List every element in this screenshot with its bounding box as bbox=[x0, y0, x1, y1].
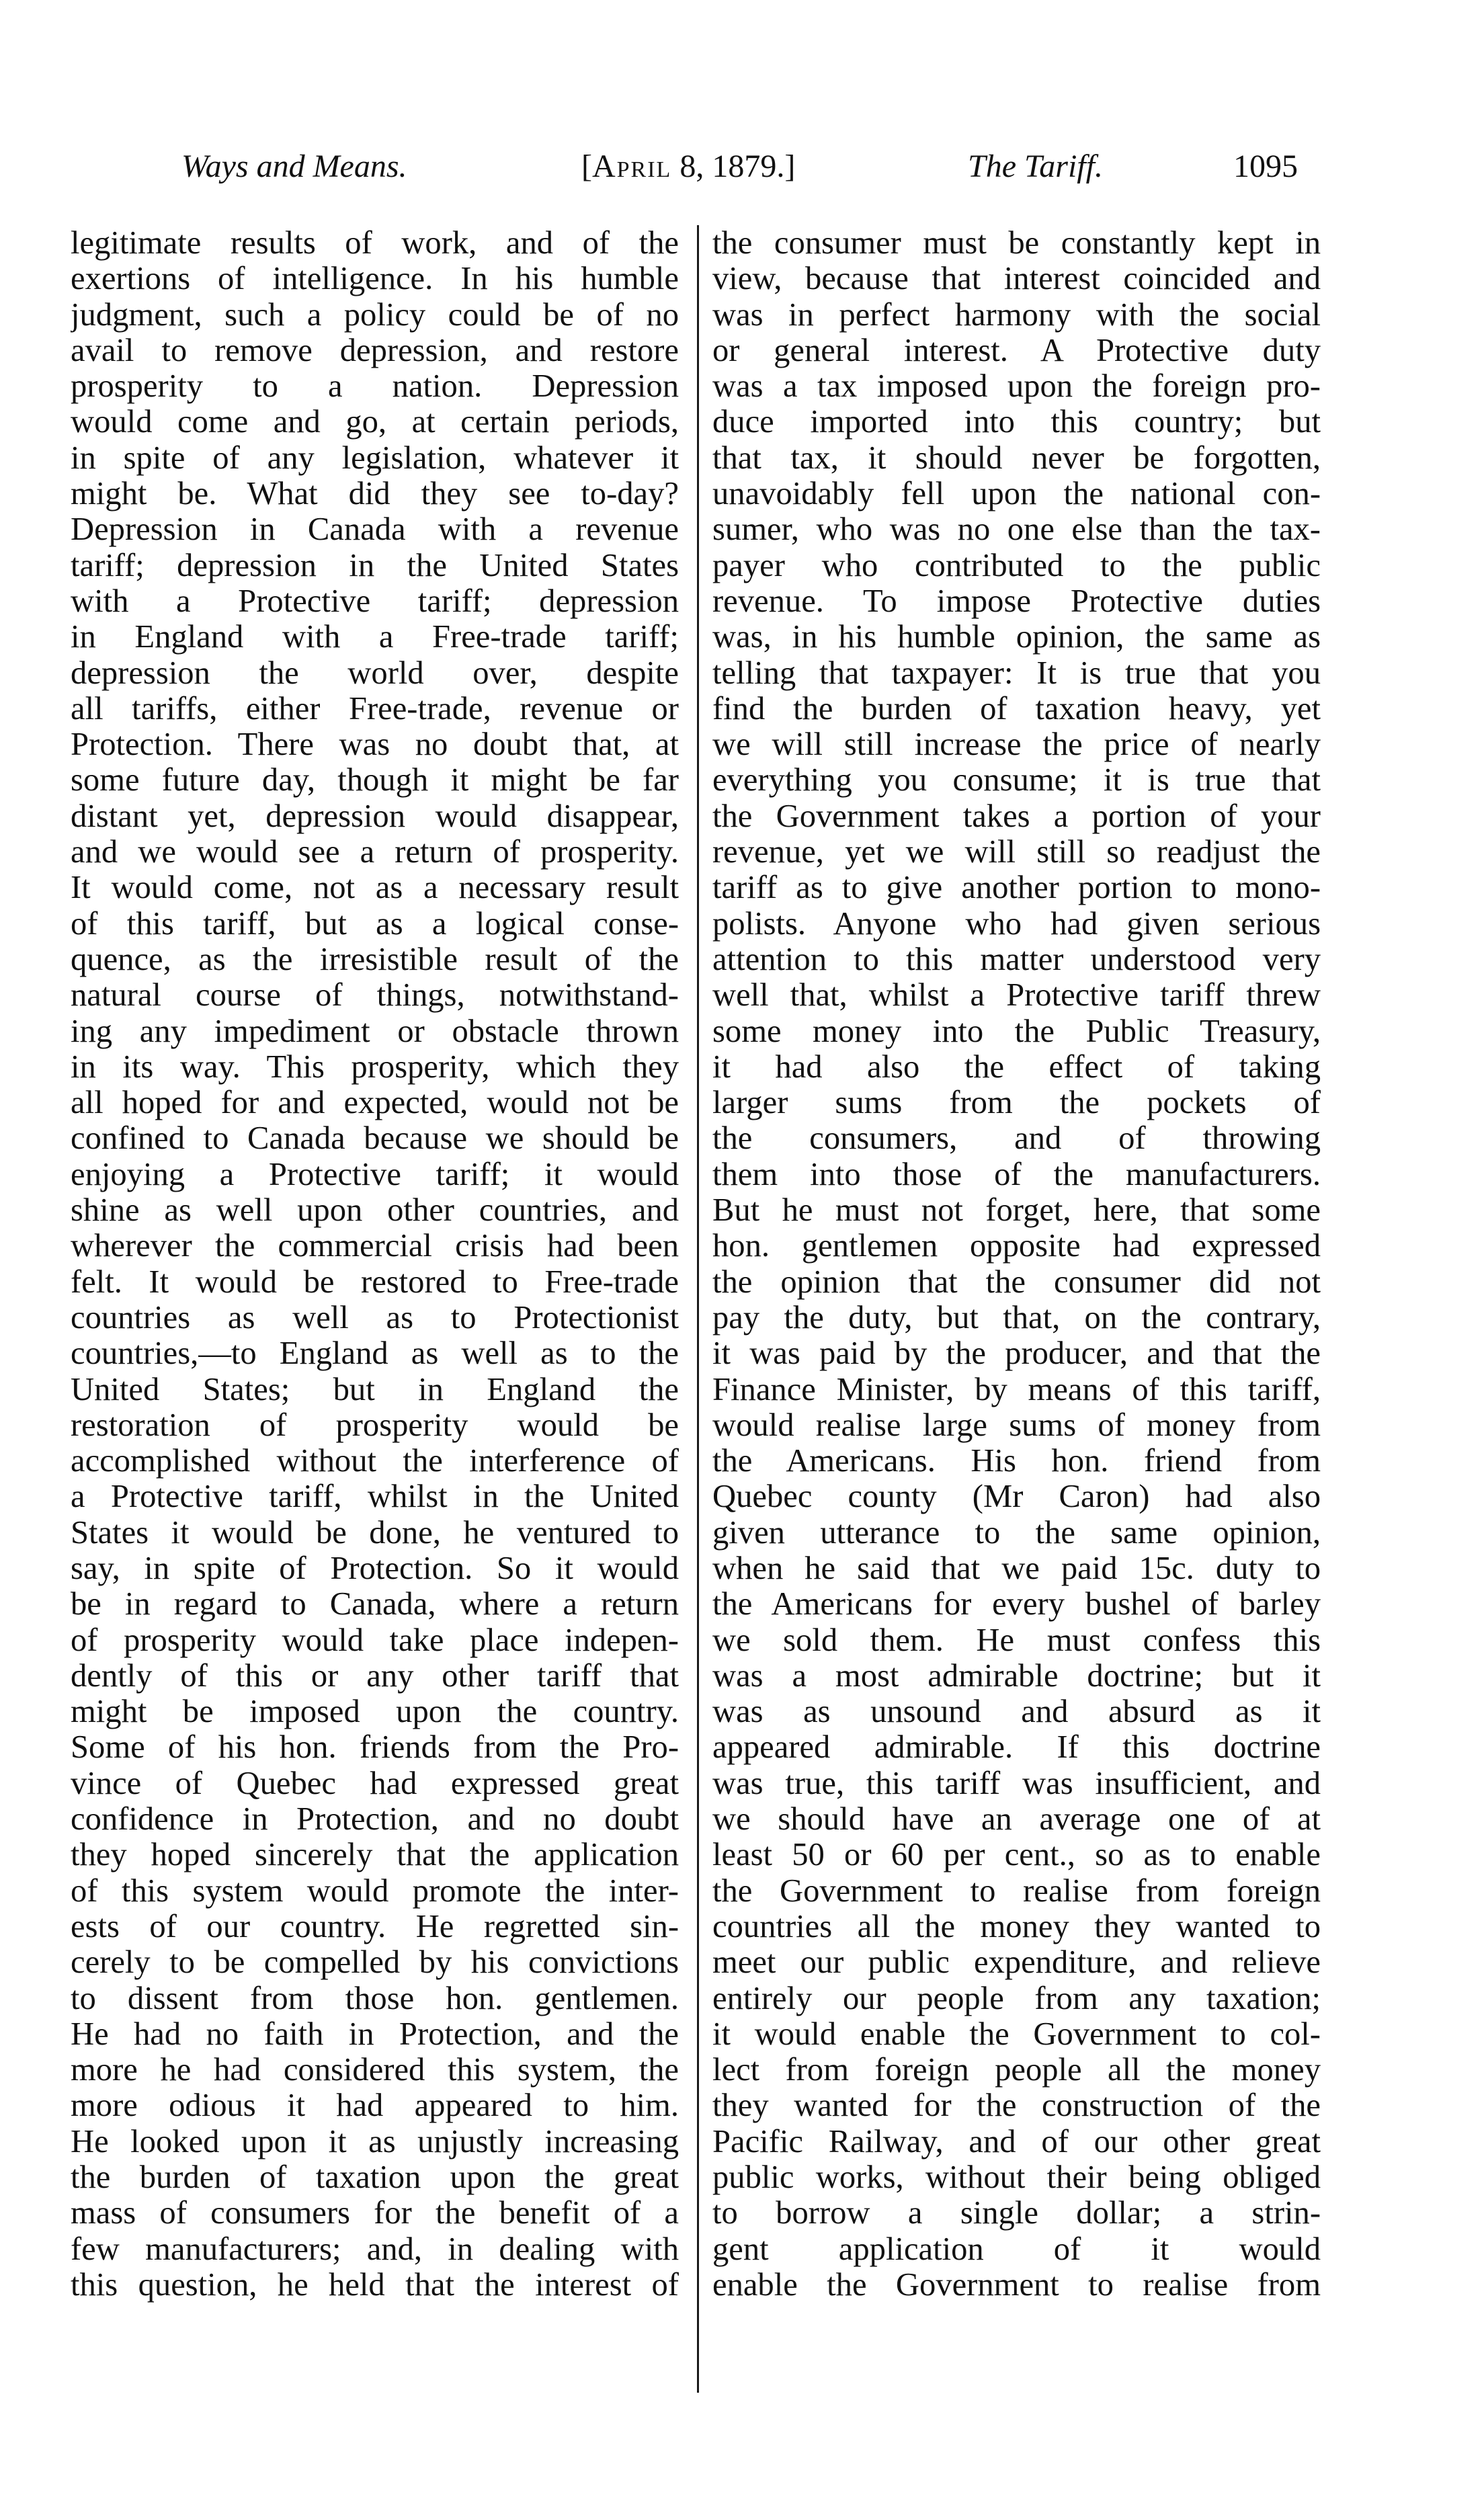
text-line: ests of our country. He regretted sin- bbox=[71, 1908, 679, 1944]
text-line: was as unsound and absurd as it bbox=[712, 1694, 1321, 1730]
text-line: would come and go, at certain periods, bbox=[71, 404, 679, 440]
text-line: avail to remove depression, and restore bbox=[71, 332, 679, 368]
text-line: the Government takes a portion of your bbox=[712, 798, 1321, 834]
text-line: vince of Quebec had expressed great bbox=[71, 1765, 679, 1801]
text-line: or general interest. A Protective duty bbox=[712, 332, 1321, 368]
page bbox=[71, 134, 1321, 2303]
text-line: in England with a Free-trade tariff; bbox=[71, 619, 679, 655]
text-line: exertions of intelligence. In his humble bbox=[71, 261, 679, 297]
text-line: to dissent from those hon. gentlemen. bbox=[71, 1980, 679, 2016]
text-line: quence, as the irresistible result of the bbox=[71, 941, 679, 977]
text-line: more odious it had appeared to him. bbox=[71, 2088, 679, 2124]
text-line: ing any impediment or obstacle thrown bbox=[71, 1013, 679, 1049]
text-line: it was paid by the producer, and that the bbox=[712, 1335, 1321, 1372]
text-line: countries,—to England as well as to the bbox=[71, 1335, 679, 1372]
text-line: wherever the commercial crisis had been bbox=[71, 1228, 679, 1264]
text-line: was a tax imposed upon the foreign pro- bbox=[712, 368, 1321, 405]
text-line: restoration of prosperity would be bbox=[71, 1407, 679, 1443]
text-line: the Americans. His hon. friend from bbox=[712, 1443, 1321, 1479]
text-line: mass of consumers for the benefit of a bbox=[71, 2195, 679, 2231]
text-line: felt. It would be restored to Free-trade bbox=[71, 1264, 679, 1300]
text-line: of this tariff, but as a logical conse- bbox=[71, 905, 679, 942]
text-line: with a Protective tariff; depression bbox=[71, 583, 679, 619]
date-bracket-open: [ bbox=[581, 149, 592, 184]
text-line: countries all the money they wanted to bbox=[712, 1908, 1321, 1944]
text-line: the burden of taxation upon the great bbox=[71, 2159, 679, 2196]
text-line: public works, without their being obliged bbox=[712, 2159, 1321, 2196]
text-line: cerely to be compelled by his convictions bbox=[71, 1944, 679, 1981]
text-line: we should have an average one of at bbox=[712, 1801, 1321, 1838]
text-line: natural course of things, notwithstand- bbox=[71, 977, 679, 1014]
text-line: the consumer must be constantly kept in bbox=[712, 225, 1321, 261]
text-line: say, in spite of Protection. So it would bbox=[71, 1550, 679, 1586]
text-line: they wanted for the construction of the bbox=[712, 2088, 1321, 2124]
text-line: Quebec county (Mr Caron) had also bbox=[712, 1479, 1321, 1515]
text-line: might be imposed upon the country. bbox=[71, 1694, 679, 1730]
column-divider bbox=[697, 225, 699, 2393]
text-line: all tariffs, either Free-trade, revenue or bbox=[71, 690, 679, 727]
text-line: they hoped sincerely that the application bbox=[71, 1837, 679, 1873]
section-title: Ways and Means. bbox=[181, 149, 407, 184]
text-line: given utterance to the same opinion, bbox=[712, 1514, 1321, 1551]
text-line: all hoped for and expected, would not be bbox=[71, 1085, 679, 1121]
text-line: But he must not forget, here, that some bbox=[712, 1192, 1321, 1229]
text-line: Depression in Canada with a revenue bbox=[71, 511, 679, 548]
text-line: enable the Government to realise from bbox=[712, 2266, 1321, 2303]
topic-title: The Tariff. bbox=[968, 149, 1103, 184]
text-line: it would enable the Government to col- bbox=[712, 2016, 1321, 2052]
text-line: Finance Minister, by means of this tariff, bbox=[712, 1371, 1321, 1407]
text-line: of prosperity would take place indepen- bbox=[71, 1622, 679, 1658]
text-line: judgment, such a policy could be of no bbox=[71, 296, 679, 333]
text-line: Protection. There was no doubt that, at bbox=[71, 727, 679, 763]
text-line: revenue, yet we will still so readjust the bbox=[712, 834, 1321, 870]
text-line: few manufacturers; and, in dealing with bbox=[71, 2231, 679, 2267]
text-line: some future day, though it might be far bbox=[71, 762, 679, 798]
text-line: enjoying a Protective tariff; it would bbox=[71, 1156, 679, 1192]
left-column bbox=[71, 225, 679, 2303]
text-line: we will still increase the price of nearly bbox=[712, 727, 1321, 763]
text-line: this question, he held that the interest of bbox=[71, 2266, 679, 2303]
text-line: United States; but in England the bbox=[71, 1371, 679, 1407]
text-line: well that, whilst a Protective tariff threw bbox=[712, 977, 1321, 1014]
text-line: be in regard to Canada, where a return bbox=[71, 1586, 679, 1622]
text-line: might be. What did they see to-day? bbox=[71, 476, 679, 512]
text-line: countries as well as to Protectionist bbox=[71, 1299, 679, 1335]
text-line: more he had considered this system, the bbox=[71, 2052, 679, 2088]
text-line: we sold them. He must confess this bbox=[712, 1622, 1321, 1658]
session-date bbox=[581, 148, 795, 185]
text-line: duce imported into this country; but bbox=[712, 404, 1321, 440]
text-line: Some of his hon. friends from the Pro- bbox=[71, 1729, 679, 1766]
text-line: attention to this matter understood very bbox=[712, 941, 1321, 977]
text-line: to borrow a single dollar; a strin- bbox=[712, 2195, 1321, 2231]
text-line: confined to Canada because we should be bbox=[71, 1120, 679, 1157]
text-line: find the burden of taxation heavy, yet bbox=[712, 690, 1321, 727]
text-line: and we would see a return of prosperity. bbox=[71, 834, 679, 870]
text-line: least 50 or 60 per cent., so as to enable bbox=[712, 1837, 1321, 1873]
date-month: April bbox=[591, 149, 672, 184]
text-line: accomplished without the interference of bbox=[71, 1443, 679, 1479]
text-line: entirely our people from any taxation; bbox=[712, 1980, 1321, 2016]
text-line: Pacific Railway, and of our other great bbox=[712, 2123, 1321, 2159]
text-line: larger sums from the pockets of bbox=[712, 1085, 1321, 1121]
text-line: tariff; depression in the United States bbox=[71, 547, 679, 583]
text-line: was in perfect harmony with the social bbox=[712, 296, 1321, 333]
text-line: some money into the Public Treasury, bbox=[712, 1013, 1321, 1049]
text-line: lect from foreign people all the money bbox=[712, 2052, 1321, 2088]
text-line: of this system would promote the inter- bbox=[71, 1872, 679, 1909]
text-line: dently of this or any other tariff that bbox=[71, 1657, 679, 1694]
text-line: was a most admirable doctrine; but it bbox=[712, 1657, 1321, 1694]
text-line: was true, this tariff was insufficient, and bbox=[712, 1765, 1321, 1801]
text-line: sumer, who was no one else than the tax- bbox=[712, 511, 1321, 548]
text-line: the Government to realise from foreign bbox=[712, 1872, 1321, 1909]
date-rest: 8, 1879.] bbox=[671, 149, 796, 184]
text-line: the Americans for every bushel of barley bbox=[712, 1586, 1321, 1622]
running-head bbox=[71, 134, 1321, 198]
text-line: it had also the effect of taking bbox=[712, 1048, 1321, 1085]
text-line: would realise large sums of money from bbox=[712, 1407, 1321, 1443]
text-line: was, in his humble opinion, the same as bbox=[712, 619, 1321, 655]
text-line: It would come, not as a necessary result bbox=[71, 870, 679, 906]
text-line: hon. gentlemen opposite had expressed bbox=[712, 1228, 1321, 1264]
text-line: view, because that interest coincided and bbox=[712, 261, 1321, 297]
text-line: pay the duty, but that, on the contrary, bbox=[712, 1299, 1321, 1335]
text-line: unavoidably fell upon the national con- bbox=[712, 476, 1321, 512]
text-line: He had no faith in Protection, and the bbox=[71, 2016, 679, 2052]
text-line: appeared admirable. If this doctrine bbox=[712, 1729, 1321, 1766]
text-line: everything you consume; it is true that bbox=[712, 762, 1321, 798]
text-line: telling that taxpayer: It is true that you bbox=[712, 655, 1321, 691]
text-line: shine as well upon other countries, and bbox=[71, 1192, 679, 1229]
right-column bbox=[712, 225, 1321, 2303]
text-line: meet our public expenditure, and relieve bbox=[712, 1944, 1321, 1981]
text-line: in spite of any legislation, whatever it bbox=[71, 440, 679, 476]
text-line: revenue. To impose Protective duties bbox=[712, 583, 1321, 619]
text-line: them into those of the manufacturers. bbox=[712, 1156, 1321, 1192]
text-line: legitimate results of work, and of the bbox=[71, 225, 679, 261]
text-line: the consumers, and of throwing bbox=[712, 1120, 1321, 1157]
text-line: in its way. This prosperity, which they bbox=[71, 1048, 679, 1085]
text-line: polists. Anyone who had given serious bbox=[712, 905, 1321, 942]
text-line: that tax, it should never be forgotten, bbox=[712, 440, 1321, 476]
page-number: 1095 bbox=[1233, 149, 1298, 184]
text-line: distant yet, depression would disappear, bbox=[71, 798, 679, 834]
text-line: gent application of it would bbox=[712, 2231, 1321, 2267]
text-line: States it would be done, he ventured to bbox=[71, 1514, 679, 1551]
text-line: prosperity to a nation. Depression bbox=[71, 368, 679, 405]
text-line: when he said that we paid 15c. duty to bbox=[712, 1550, 1321, 1586]
text-line: confidence in Protection, and no doubt bbox=[71, 1801, 679, 1838]
text-line: He looked upon it as unjustly increasing bbox=[71, 2123, 679, 2159]
text-line: payer who contributed to the public bbox=[712, 547, 1321, 583]
text-line: depression the world over, despite bbox=[71, 655, 679, 691]
text-line: the opinion that the consumer did not bbox=[712, 1264, 1321, 1300]
text-line: tariff as to give another portion to mono- bbox=[712, 870, 1321, 906]
text-line: a Protective tariff, whilst in the United bbox=[71, 1479, 679, 1515]
